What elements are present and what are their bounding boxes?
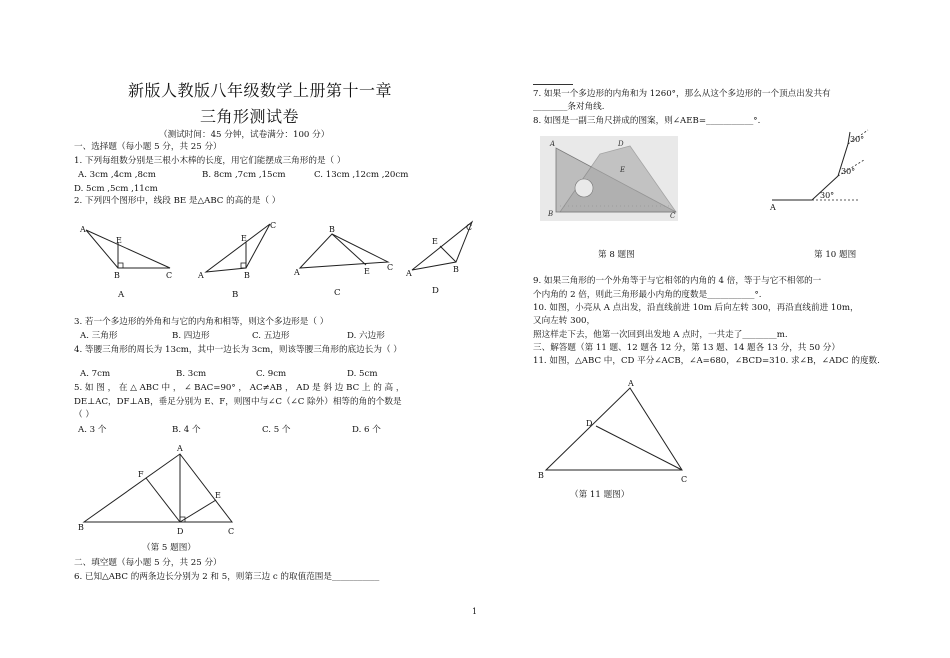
q5-option-b: B. 4 个 — [172, 425, 201, 435]
svg-text:C: C — [681, 475, 688, 484]
fig8-photo — [540, 136, 678, 221]
q4-option-a: A. 7cm — [80, 369, 111, 379]
svg-text:A: A — [550, 140, 556, 148]
fig11-diagram — [536, 378, 692, 488]
fig10-diagram — [768, 128, 888, 212]
svg-text:C: C — [466, 223, 473, 232]
section-1-heading: 一、选择题（每小题 5 分，共 25 分） — [74, 142, 222, 152]
svg-text:C: C — [228, 527, 235, 536]
question-10-line-3: 照这样走下去，他第一次回到出发地 A 点时，一共走了________m. — [533, 330, 788, 340]
question-9-line-2: 个内角的 2 倍，则此三角形最小内角的度数是___________°. — [533, 290, 762, 300]
section-2-heading: 二、填空题（每小题 5 分，共 25 分） — [74, 558, 222, 568]
svg-text:E: E — [116, 236, 122, 245]
svg-text:A: A — [80, 225, 86, 234]
q4-option-d: D. 5cm — [347, 369, 378, 379]
question-1: 1. 下列每组数分别是三根小木棒的长度，用它们能摆成三角形的是（ ） — [74, 156, 346, 166]
svg-text:A: A — [177, 444, 183, 453]
svg-text:B: B — [548, 210, 554, 218]
question-5-line-2: DE⊥AC，DF⊥AB，垂足分别为 E、F，则图中与∠C（∠C 除外）相等的角的个数是 — [74, 397, 402, 407]
svg-text:A: A — [628, 379, 634, 388]
svg-text:A: A — [198, 271, 204, 280]
q2-label-d: D — [432, 286, 439, 296]
q2-figure-c — [293, 225, 393, 277]
title-line-2: 三角形测试卷 — [200, 107, 300, 126]
svg-text:A: A — [294, 268, 300, 277]
svg-text:C: C — [270, 221, 277, 230]
question-3: 3. 若一个多边形的外角和与它的内角和相等，则这个多边形是（ ） — [74, 317, 329, 327]
q4-option-c: C. 9cm — [256, 369, 287, 379]
question-7-line-1: 7. 如果一个多边形的内角和为 1260°，那么从这个多边形的一个顶点出发共有 — [533, 89, 831, 99]
fig8-caption: 第 8 题图 — [598, 250, 635, 260]
svg-text:A: A — [406, 269, 412, 278]
svg-text:30°: 30° — [841, 167, 856, 176]
svg-text:D: D — [586, 419, 593, 428]
test-meta: （测试时间：45 分钟，试卷满分：100 分） — [159, 130, 330, 140]
q5-figure — [76, 440, 246, 540]
q2-label-b: B — [232, 290, 239, 300]
svg-text:C: C — [670, 212, 676, 220]
section-3-heading: 三、解答题（第 11 题、12 题各 12 分，第 13 题、14 题各 13 分，共 50 分） — [533, 343, 840, 353]
question-2: 2. 下列四个图形中，线段 BE 是△ABC 的高的是（ ） — [74, 196, 281, 206]
q2-figures — [74, 220, 484, 282]
question-5-line-1: 5. 如 图 ， 在 △ ABC 中 ， ∠ BAC=90° ， AC≠AB ， AD 是 斜 边 BC 上 的 高 ， — [74, 383, 405, 393]
svg-text:B: B — [114, 271, 120, 280]
svg-text:E: E — [364, 267, 370, 276]
q5-option-d: D. 6 个 — [352, 425, 381, 435]
q2-figure-a — [79, 225, 172, 280]
svg-text:B: B — [244, 271, 250, 280]
q4-option-b: B. 3cm — [176, 369, 207, 379]
q2-label-a: A — [118, 290, 125, 300]
svg-text:E: E — [620, 166, 626, 174]
svg-text:B: B — [538, 471, 544, 480]
q1-option-d: D. 5cm ,5cm ,11cm — [74, 184, 158, 194]
svg-text:E: E — [241, 234, 247, 243]
question-4: 4. 等腰三角形的周长为 13cm，其中一边长为 3cm，则该等腰三角形的底边长为（ ） — [74, 345, 402, 355]
fig11-caption: （第 11 题图） — [570, 490, 630, 500]
q5-option-a: A. 3 个 — [78, 425, 107, 435]
svg-text:C: C — [166, 271, 173, 280]
svg-text:A: A — [770, 203, 776, 212]
svg-text:B: B — [78, 523, 84, 532]
q3-option-a: A. 三角形 — [80, 331, 118, 341]
question-6: 6. 已知△ABC 的两条边长分别为 2 和 5，则第三边 c 的取值范围是___________ — [74, 572, 380, 582]
svg-text:B: B — [453, 265, 459, 274]
fig5-caption: （第 5 题图） — [142, 543, 196, 553]
svg-text:E: E — [215, 491, 221, 500]
question-8: 8. 如图是一副三角尺拼成的图案，则∠AEB=___________°. — [533, 116, 761, 126]
q3-option-b: B. 四边形 — [172, 331, 210, 341]
q3-option-c: C. 五边形 — [252, 331, 290, 341]
page-number: 1 — [472, 607, 478, 616]
question-5-line-3: （ ） — [74, 410, 94, 420]
svg-text:B: B — [329, 225, 335, 234]
question-10-line-1: 10. 如图，小亮从 A 点出发，沿直线前进 10m 后向左转 300，再沿直线前进 10m， — [533, 303, 859, 313]
q5-option-c: C. 5 个 — [262, 425, 291, 435]
svg-text:D: D — [177, 527, 184, 536]
svg-text:E: E — [432, 237, 438, 246]
question-11: 11. 如图，△ABC 中，CD 平分∠ACB，∠A=680，∠BCD=310. 求∠B，∠ADC 的度数. — [533, 356, 880, 366]
q3-option-d: D. 六边形 — [347, 331, 385, 341]
title-line-1: 新版人教版八年级数学上册第十一章 — [128, 81, 393, 100]
blank-rule — [533, 84, 573, 85]
svg-text:C: C — [387, 263, 394, 272]
q2-figure-d — [405, 222, 472, 278]
svg-text:D: D — [618, 140, 624, 148]
q1-option-c: C. 13cm ,12cm ,20cm — [314, 170, 409, 180]
svg-text:F: F — [138, 470, 144, 479]
question-10-line-2: 又向左转 300， — [533, 316, 596, 326]
svg-text:30°: 30° — [850, 135, 865, 144]
q2-figure-b — [197, 221, 276, 280]
question-7-line-2: ________条对角线. — [533, 102, 605, 112]
q2-label-c: C — [334, 288, 341, 298]
svg-text:30°: 30° — [820, 191, 835, 200]
q1-option-b: B. 8cm ,7cm ,15cm — [202, 170, 286, 180]
set-square-image — [540, 136, 678, 221]
question-9-line-1: 9. 如果三角形的一个外角等于与它相邻的内角的 4 倍，等于与它不相邻的一 — [533, 276, 822, 286]
fig10-caption: 第 10 题图 — [814, 250, 857, 260]
q1-option-a: A. 3cm ,4cm ,8cm — [78, 170, 156, 180]
